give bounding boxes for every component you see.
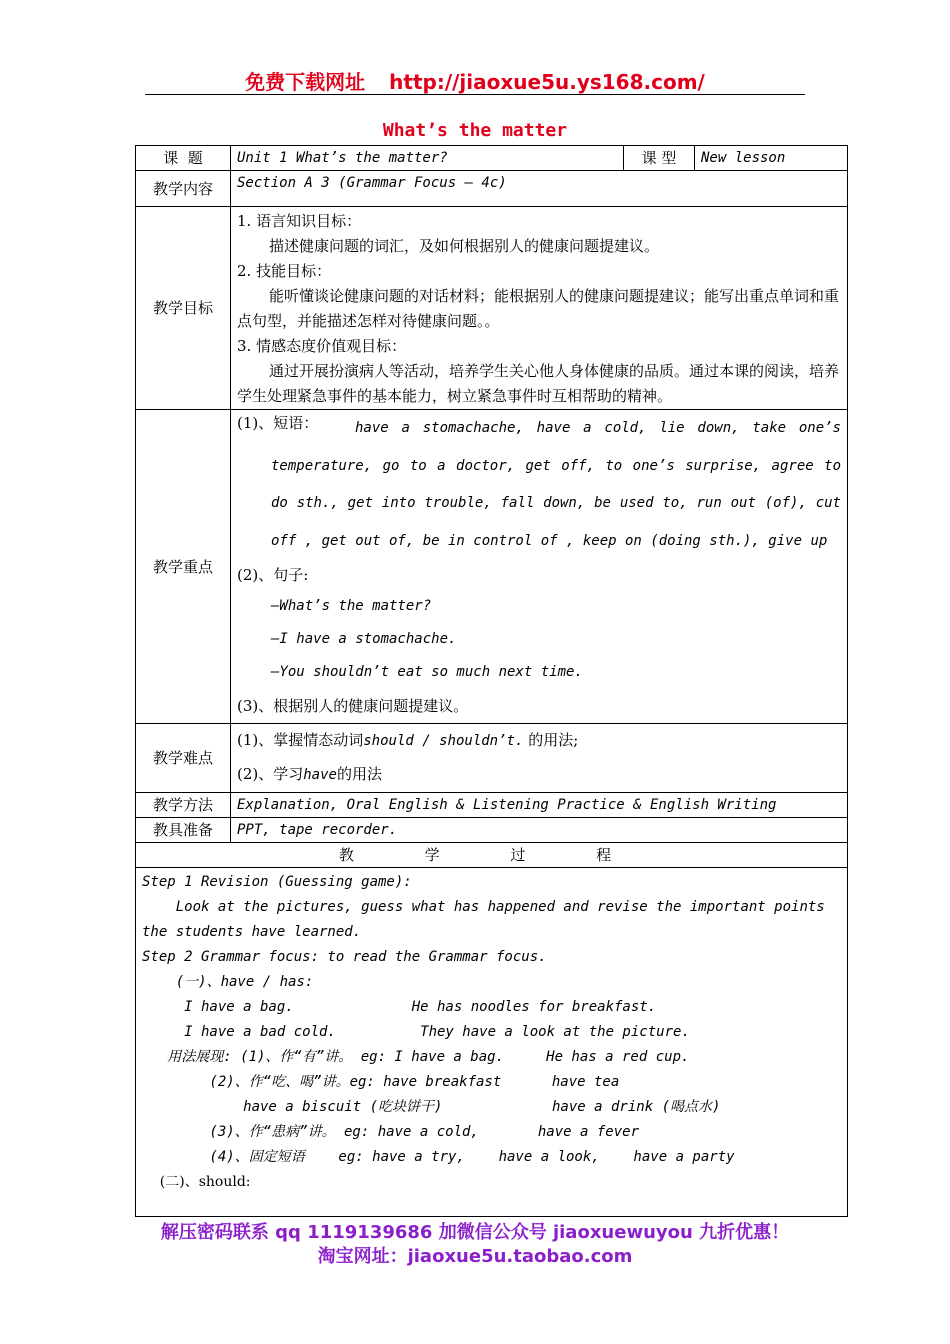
objective-line: 2. 技能目标： <box>237 262 332 280</box>
process-line: (2)、作“吃、喝”讲。eg: have breakfast have tea <box>142 1074 620 1090</box>
process-cell <box>136 868 848 1217</box>
tools-value: PPT, tape recorder. <box>231 818 848 843</box>
tools-label: 教具准备 <box>136 818 231 843</box>
process-line: Step 1 Revision (Guessing game): <box>142 874 412 890</box>
type-value: New lesson <box>695 146 848 171</box>
objective-line: 1. 语言知识目标： <box>237 212 362 230</box>
objective-line: 描述健康问题的词汇，及如何根据别人的健康问题提建议。 <box>269 237 660 255</box>
process-line: (二)、should: <box>142 1174 251 1190</box>
process-line: (一)、have / has: <box>142 974 314 990</box>
lesson-plan-table <box>135 145 848 1217</box>
key-sentence: —I have a stomachache. <box>271 631 457 647</box>
key-sentence: —What’s the matter? <box>271 598 432 614</box>
content-value: Section A 3 (Grammar Focus – 4c) <box>231 171 848 207</box>
difficulty-label: 教学难点 <box>136 724 231 793</box>
type-label: 课 型 <box>624 146 695 171</box>
document-title: What’s the matter <box>382 120 568 141</box>
process-line: I have a bag. He has noodles for breakfast. <box>142 999 657 1015</box>
objective-line: 3. 情感态度价值观目标： <box>237 337 407 355</box>
process-line: have a biscuit (吃块饼干) have a drink (喝点水) <box>142 1099 721 1115</box>
content-label: 教学内容 <box>136 171 231 207</box>
topic-label: 课 题 <box>136 146 231 171</box>
process-line: I have a bad cold. They have a look at the picture. <box>142 1024 690 1040</box>
process-line: (3)、作“患病”讲。 eg: have a cold, have a fever <box>142 1124 640 1140</box>
header-url[interactable]: http://jiaoxue5u.ys168.com/ <box>389 70 705 94</box>
advice-point: (3)、根据别人的健康问题提建议。 <box>237 697 469 715</box>
process-line: 用法展现: (1)、作“有”讲。 eg: I have a bag. He has a red cup. <box>142 1049 690 1065</box>
sentences-title: (2)、句子: <box>237 566 309 584</box>
method-label: 教学方法 <box>136 793 231 818</box>
footer-contact: 解压密码联系 qq 1119139686 加微信公众号 jiaoxuewuyou 九折优惠！ <box>160 1222 790 1243</box>
process-line: Step 2 Grammar focus: to read the Grammar focus. <box>142 949 547 965</box>
topic-value: Unit 1 What’s the matter? <box>231 146 624 171</box>
objectives-label: 教学目标 <box>136 207 231 410</box>
process-line: (4)、固定短语 eg: have a try, have a look, have a party <box>142 1149 735 1165</box>
phrases-title: (1)、短语： <box>237 414 319 432</box>
key-points-label: 教学重点 <box>136 410 231 724</box>
process-line: Look at the pictures, guess what has happened and revise the important points <box>142 899 825 915</box>
difficulty-cell <box>231 724 848 793</box>
key-sentence: —You shouldn’t eat so much next time. <box>271 664 583 680</box>
method-value: Explanation, Oral English & Listening Practice & English Writing <box>231 793 848 818</box>
process-line: the students have learned. <box>142 924 362 940</box>
objective-line: 能听懂谈论健康问题的对话材料；能根据别人的健康问题提建议；能写出重点单词和重点句型，并能描述怎样对待健康问题。。 <box>237 287 840 330</box>
header-label: 免费下载网址 <box>245 70 366 94</box>
difficulty-item: (2)、学习have的用法 <box>237 765 382 783</box>
key-phrases: have a stomachache, have a cold, lie down, take one’s temperature, go to a doctor, get off, to one’s surprise, agree to do sth., get into trouble, fall down, be used to, run out (of), cut off , get out of, be in control of , keep on (doing sth.), give up <box>271 420 841 549</box>
process-title: 教 学 过 程 <box>136 843 848 868</box>
objective-line: 通过开展扮演病人等活动，培养学生关心他人身体健康的品质。通过本课的阅读，培养学生处理紧急事件的基本能力，树立紧急事件时互相帮助的精神。 <box>237 362 840 405</box>
key-points-cell <box>231 410 848 724</box>
difficulty-item: (1)、掌握情态动词should / shouldn’t. 的用法; <box>237 731 579 749</box>
header-link[interactable] <box>0 66 950 95</box>
objectives-cell <box>231 207 848 410</box>
header-divider <box>145 94 805 95</box>
footer-shop-link[interactable]: 淘宝网址：jiaoxue5u.taobao.com <box>317 1246 633 1267</box>
